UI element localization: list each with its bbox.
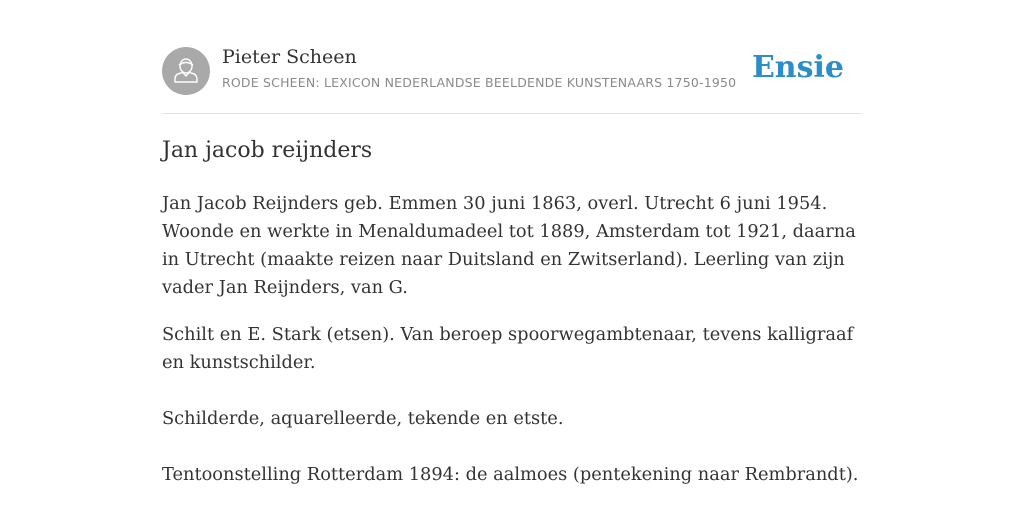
user-placeholder-icon[interactable] xyxy=(162,47,210,95)
article-body xyxy=(162,190,862,489)
article-paragraph: Jan Jacob Reijnders geb. Emmen 30 juni 1863, overl. Utrecht 6 juni 1954. Woonde en werkte in Menaldumadeel tot 1889, Amsterdam tot 1921, daarna in Utrecht (maakte reizen naar Duitsland en Zwitserland). Leerling van zijn vader Jan Reijnders, van G. xyxy=(162,193,856,298)
article-paragraph: Tentoonstelling Rotterdam 1894: de aalmoes (pentekening naar Rembrandt). xyxy=(162,464,859,485)
article-paragraph: Schilt en E. Stark (etsen). Van beroep spoorwegambtenaar, tevens kalligraaf en kunstschilder. xyxy=(162,324,854,373)
article-title: Jan jacob reijnders xyxy=(162,138,373,163)
article-paragraph: Schilderde, aquarelleerde, tekende en etste. xyxy=(162,408,564,429)
article-header xyxy=(162,46,862,96)
header-divider xyxy=(162,113,862,114)
ensie-logo[interactable]: Ensie xyxy=(751,50,844,85)
source-label[interactable]: RODE SCHEEN: LEXICON NEDERLANDSE BEELDENDE KUNSTENAARS 1750-1950 xyxy=(222,75,737,90)
author-name[interactable]: Pieter Scheen xyxy=(222,46,357,68)
